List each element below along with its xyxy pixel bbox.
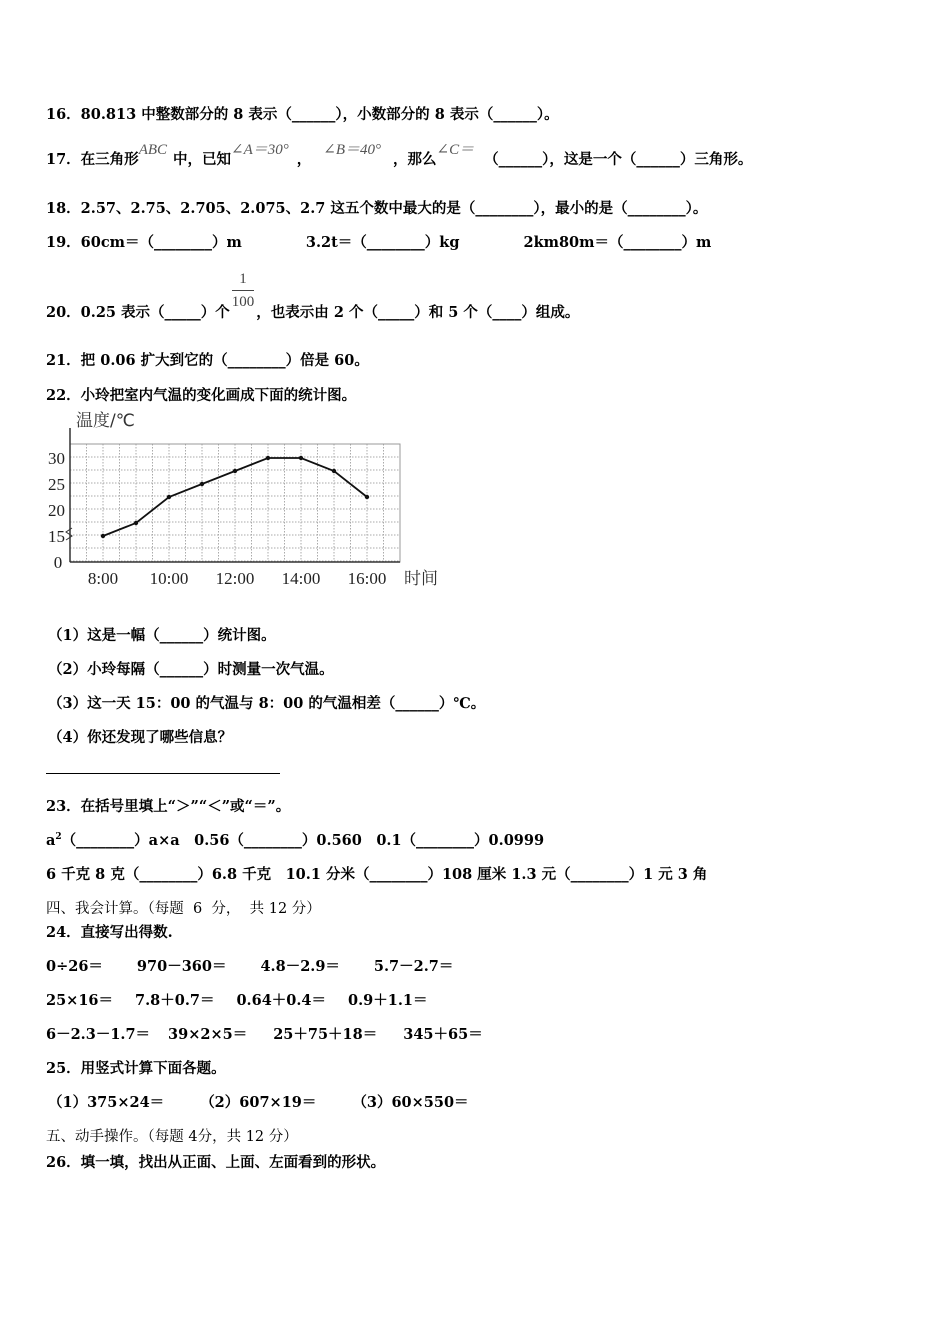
question-22-4: （4）你还发现了哪些信息？	[48, 729, 233, 746]
question-25-title: 25．用竖式计算下面各题。	[46, 1060, 226, 1077]
question-26: 26．填一填，找出从正面、上面、左面看到的形状。	[46, 1154, 386, 1171]
question-22-1: （1）这是一幅（______）统计图。	[48, 627, 276, 644]
question-24-row2: 25×16＝ 7.8＋0.7＝ 0.64＋0.4＝ 0.9＋1.1＝	[46, 992, 428, 1009]
question-23-row1: $a^2(\_\_\_\_\_\_\_\_)a\times a$ 0.56（________）0.560 0.1（________）0.0999	[46, 832, 545, 849]
question-22-2: （2）小玲每隔（______）时测量一次气温。	[48, 661, 334, 678]
question-25-items: （1）375×24＝ （2）607×19＝ （3）60×550＝	[48, 1094, 469, 1111]
angle-a: ∠A＝30°	[231, 142, 289, 158]
question-23-title: 23．在括号里填上“＞”“＜”或“＝”。	[46, 798, 291, 815]
x-tick-label: 14:00	[281, 569, 321, 588]
fraction-1-100: $\frac{1}{100}$	[232, 268, 255, 313]
question-22-3: （3）这一天 15：00 的气温与 8：00 的气温相差（______）℃。	[48, 695, 486, 712]
triangle-name: ABC	[138, 142, 168, 158]
y-axis-label: 温度/℃	[76, 411, 135, 431]
data-point	[233, 469, 237, 473]
y-tick-label: 30	[48, 449, 65, 468]
x-tick-label: 10:00	[149, 569, 189, 588]
x-tick-label: 8:00	[87, 569, 119, 588]
x-tick-label: 12:00	[215, 569, 255, 588]
origin-label: 0	[53, 553, 63, 572]
question-19: 19．60cm＝（________）m 3.2t＝（________）kg 2km80m＝（________）m	[46, 234, 712, 251]
question-21: 21．把 0.06 扩大到它的（________）倍是 60。	[46, 352, 369, 369]
question-22-title: 22．小玲把室内气温的变化画成下面的统计图。	[46, 387, 357, 404]
data-point	[200, 482, 204, 486]
angle-c: ∠C＝	[436, 142, 475, 158]
y-tick-label: 20	[48, 501, 65, 520]
question-24-row3: 6－2.3－1.7＝ 39×2×5＝ 25＋75＋18＝ 345＋65＝	[46, 1026, 483, 1043]
data-point	[266, 456, 270, 460]
temperature-line-chart	[40, 406, 460, 596]
chart-grid	[70, 444, 400, 562]
question-23-row2: 6 千克 8 克（________）6.8 千克 10.1 分米（________）108 厘米 1.3 元（________）1 元 3 角	[46, 866, 708, 883]
question-16: 16．80.813 中整数部分的 8 表示（______），小数部分的 8 表示（______）。	[46, 106, 559, 123]
question-24-title: 24．直接写出得数.	[46, 924, 173, 941]
y-tick-label: 25	[48, 475, 65, 494]
angle-b: ∠B＝40°	[323, 142, 381, 158]
data-point	[101, 534, 105, 538]
y-tick-label: 15	[48, 527, 65, 546]
data-point	[167, 495, 171, 499]
axis-break	[66, 528, 72, 540]
x-tick-label: 16:00	[347, 569, 387, 588]
data-point	[299, 456, 303, 460]
section-4-title: 四、我会计算。（每题 6 分， 共 12 分）	[46, 901, 321, 917]
data-point	[332, 469, 336, 473]
answer-line[interactable]	[46, 773, 280, 774]
section-5-title: 五、动手操作。（每题 4分，共 12 分）	[46, 1129, 298, 1145]
question-18: 18．2.57、2.75、2.705、2.075、2.7 这五个数中最大的是（________），最小的是（________）。	[46, 200, 708, 217]
question-17: 17．在三角形ABC中，已知∠A＝30°，∠B＝40°，那么∠C＝（______），这是一个（______）三角形。	[46, 142, 753, 168]
data-point	[134, 521, 138, 525]
x-axis-label: 时间	[404, 569, 438, 589]
chart-axes	[66, 428, 400, 562]
data-point	[365, 495, 369, 499]
question-20: 20．0.25 表示（_____）个 $\frac{1}{100}$ ，也表示由 2 个（_____）和 5 个（____）组成。	[46, 268, 579, 313]
question-24-row1: 0÷26＝ 970－360＝ 4.8－2.9＝ 5.7－2.7＝	[46, 958, 454, 975]
